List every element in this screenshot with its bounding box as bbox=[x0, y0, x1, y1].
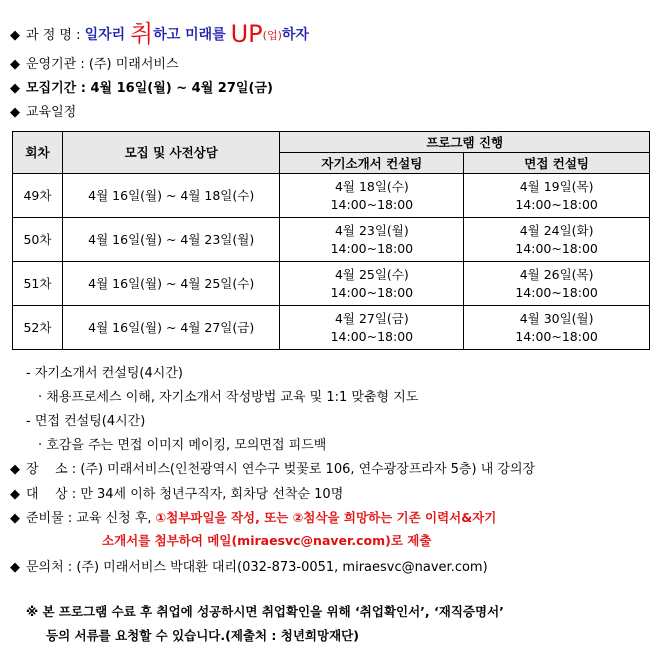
recruit-period-label: 모집기간 : bbox=[26, 81, 86, 96]
table-row bbox=[13, 174, 650, 218]
row-interview-date: 4월 26일(목) bbox=[519, 266, 594, 282]
target-label: 대 상 : bbox=[26, 487, 77, 502]
notice-line2: 등의 서류를 요청할 수 있습니다.(제출처 : 청년희망재단) bbox=[46, 628, 359, 643]
diamond-bullet-icon: ◆ bbox=[10, 57, 20, 72]
schedule-label: 교육일정 bbox=[26, 105, 77, 120]
row-recruit: 4월 16일(월) ~ 4월 23일(월) bbox=[62, 218, 280, 262]
diamond-bullet-icon: ◆ bbox=[10, 81, 20, 96]
row-resume-cell bbox=[280, 218, 464, 262]
target-value: 만 34세 이하 청년구직자, 회차당 선착순 10명 bbox=[80, 487, 344, 502]
location-label: 장 소 : bbox=[26, 462, 77, 477]
row-interview-time: 14:00~18:00 bbox=[515, 196, 598, 212]
row-resume-time: 14:00~18:00 bbox=[330, 196, 414, 212]
row-interview-time: 14:00~18:00 bbox=[515, 240, 598, 256]
course-title-big2: UP bbox=[230, 20, 263, 48]
operator-value: (주) 미래서비스 bbox=[88, 57, 179, 72]
row-interview-date: 4월 24일(화) bbox=[519, 222, 594, 238]
course-label: 과 정 명 : bbox=[26, 28, 81, 43]
contact-label: 문의처 : bbox=[26, 560, 73, 575]
row-round: 52차 bbox=[13, 306, 63, 350]
materials-value-red2: 소개서를 첨부하여 메일(miraesvc@naver.com)로 제출 bbox=[102, 533, 432, 548]
operator-line bbox=[10, 53, 179, 72]
diamond-bullet-icon: ◆ bbox=[10, 105, 20, 120]
row-interview-cell bbox=[464, 306, 650, 350]
row-interview-time: 14:00~18:00 bbox=[515, 284, 598, 300]
diamond-bullet-icon: ◆ bbox=[10, 560, 20, 575]
row-resume-cell bbox=[280, 306, 464, 350]
header-program: 프로그램 진행 bbox=[280, 132, 650, 153]
diamond-bullet-icon: ◆ bbox=[10, 511, 20, 526]
row-interview-cell bbox=[464, 174, 650, 218]
course-title-line bbox=[10, 14, 309, 49]
row-resume-time: 14:00~18:00 bbox=[330, 284, 414, 300]
course-title-part1: 일자리 bbox=[84, 27, 131, 43]
notice-line1: ※ 본 프로그램 수료 후 취업에 성공하시면 취업확인을 위해 ‘취업확인서’, ‘재직증명서’ bbox=[26, 604, 504, 619]
row-interview-cell bbox=[464, 262, 650, 306]
location-line bbox=[10, 458, 535, 477]
header-round: 회차 bbox=[13, 132, 63, 174]
diamond-bullet-icon: ◆ bbox=[10, 487, 20, 502]
row-interview-cell bbox=[464, 218, 650, 262]
materials-label: 준비물 : bbox=[26, 511, 73, 526]
table-row bbox=[13, 218, 650, 262]
row-round: 49차 bbox=[13, 174, 63, 218]
table-row bbox=[13, 306, 650, 350]
row-recruit: 4월 16일(월) ~ 4월 25일(수) bbox=[62, 262, 280, 306]
resume-consulting-desc: · 채용프로세스 이해, 자기소개서 작성방법 교육 및 1:1 맞춤형 지도 bbox=[38, 390, 419, 405]
row-resume-cell bbox=[280, 174, 464, 218]
row-recruit: 4월 16일(월) ~ 4월 27일(금) bbox=[62, 306, 280, 350]
operator-label: 운영기관 : bbox=[26, 57, 85, 72]
row-resume-time: 14:00~18:00 bbox=[330, 328, 414, 344]
table-row bbox=[13, 262, 650, 306]
diamond-bullet-icon: ◆ bbox=[10, 28, 20, 43]
materials-line bbox=[10, 507, 496, 526]
location-value: (주) 미래서비스(인천광역시 연수구 벚꽃로 106, 연수광장프라자 5층) 내 강의장 bbox=[80, 462, 536, 477]
header-interview: 면접 컨설팅 bbox=[464, 153, 650, 174]
materials-value-red1: ①첨부파일을 작성, 또는 ②첨삭을 희망하는 기존 이력서&자기 bbox=[155, 510, 497, 525]
contact-value: (주) 미래서비스 박대환 대리(032-873-0051, miraesvc@naver.com) bbox=[76, 560, 488, 575]
row-resume-date: 4월 27일(금) bbox=[334, 310, 409, 326]
diamond-bullet-icon: ◆ bbox=[10, 462, 20, 477]
course-title-big1: 취 bbox=[130, 20, 154, 48]
row-interview-date: 4월 19일(목) bbox=[519, 178, 594, 194]
course-title-small: (업) bbox=[262, 29, 282, 42]
schedule-label-line bbox=[10, 101, 76, 120]
row-resume-cell bbox=[280, 262, 464, 306]
row-round: 50차 bbox=[13, 218, 63, 262]
row-resume-date: 4월 25일(수) bbox=[334, 266, 409, 282]
course-title-part2: 하고 미래를 bbox=[153, 27, 231, 43]
interview-consulting-title: - 면접 컨설팅(4시간) bbox=[26, 414, 146, 429]
resume-consulting-title: - 자기소개서 컨설팅(4시간) bbox=[26, 366, 183, 381]
header-recruit: 모집 및 사전상담 bbox=[62, 132, 280, 174]
row-resume-date: 4월 18일(수) bbox=[334, 178, 409, 194]
row-interview-time: 14:00~18:00 bbox=[515, 328, 598, 344]
header-resume: 자기소개서 컨설팅 bbox=[280, 153, 464, 174]
row-recruit: 4월 16일(월) ~ 4월 18일(수) bbox=[62, 174, 280, 218]
row-interview-date: 4월 30일(월) bbox=[519, 310, 594, 326]
contact-line bbox=[10, 556, 488, 575]
materials-value-plain: 교육 신청 후, bbox=[76, 511, 156, 526]
schedule-table bbox=[12, 131, 650, 350]
row-resume-date: 4월 23일(월) bbox=[334, 222, 409, 238]
recruit-period-line bbox=[10, 77, 273, 96]
interview-consulting-desc: · 호감을 주는 면접 이미지 메이킹, 모의면접 피드백 bbox=[38, 438, 327, 453]
row-resume-time: 14:00~18:00 bbox=[330, 240, 414, 256]
course-title-part3: 하자 bbox=[281, 27, 309, 43]
target-line bbox=[10, 483, 343, 502]
row-round: 51차 bbox=[13, 262, 63, 306]
recruit-period-value: 4월 16일(월) ~ 4월 27일(금) bbox=[90, 81, 273, 96]
